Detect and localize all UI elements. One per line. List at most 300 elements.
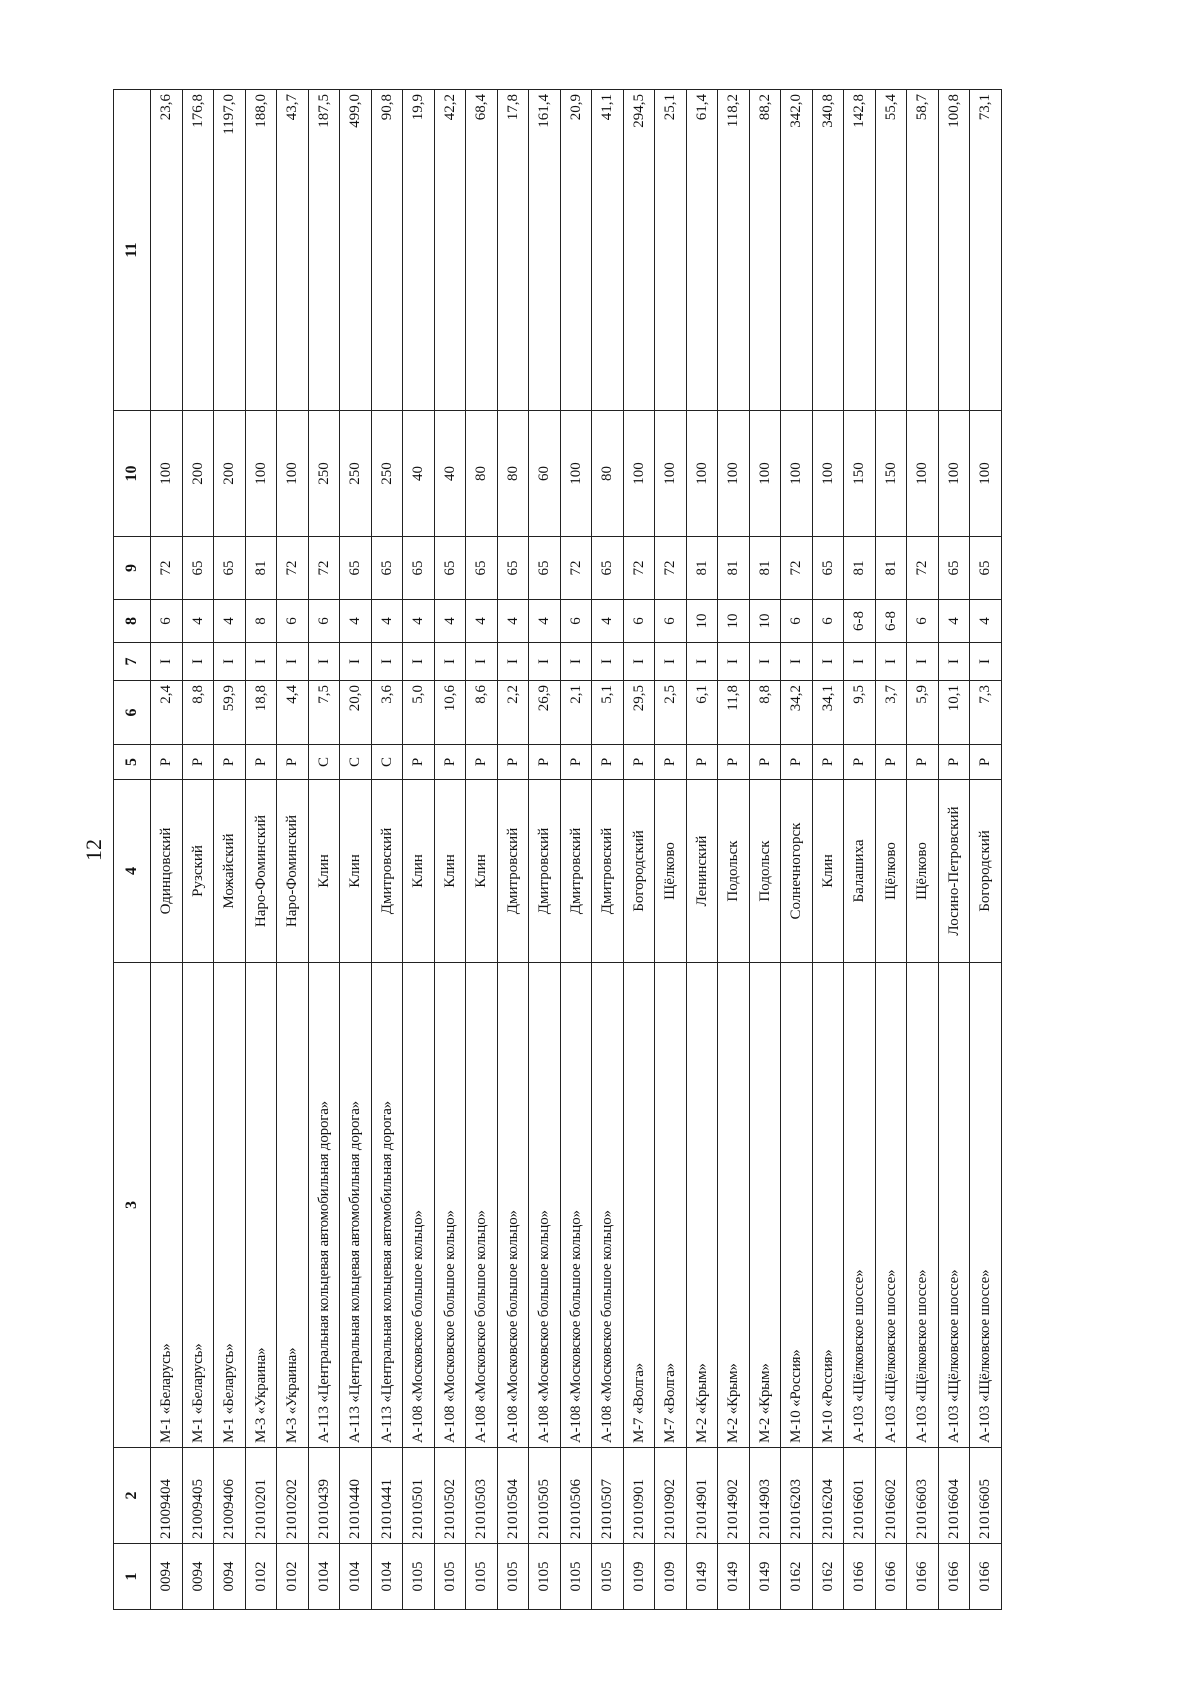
cell-lanes: 6 — [308, 600, 340, 643]
cell-road-name: М-2 «Крым» — [686, 963, 718, 1448]
cell-speed: 100 — [970, 411, 1002, 537]
cell-category: I — [938, 643, 970, 681]
cell-lanes: 6 — [781, 600, 813, 643]
cell-lanes: 4 — [371, 600, 403, 643]
cell-width: 65 — [466, 537, 498, 600]
cell-length: 2,5 — [655, 681, 687, 745]
header-cell-1: 1 — [114, 1544, 151, 1610]
cell-road-name: А-113 «Центральная кольцевая автомобильная дорога» — [371, 963, 403, 1448]
cell-speed: 100 — [151, 411, 183, 537]
cell-length: 4,4 — [277, 681, 309, 745]
table-row — [151, 90, 183, 1610]
cell-length: 59,9 — [214, 681, 246, 745]
cell-district: Щёлково — [907, 780, 939, 963]
cell-length: 7,5 — [308, 681, 340, 745]
cell-value: 294,5 — [623, 90, 655, 411]
cell-type: Р — [718, 745, 750, 780]
cell-district: Дмитровский — [371, 780, 403, 963]
cell-id: 21016604 — [938, 1448, 970, 1544]
cell-width: 65 — [529, 537, 561, 600]
cell-value: 499,0 — [340, 90, 372, 411]
cell-length: 34,2 — [781, 681, 813, 745]
cell-lanes: 4 — [403, 600, 435, 643]
cell-id: 21010901 — [623, 1448, 655, 1544]
header-row — [114, 90, 151, 1610]
cell-length: 2,4 — [151, 681, 183, 745]
cell-code: 0105 — [403, 1544, 435, 1610]
cell-value: 23,6 — [151, 90, 183, 411]
cell-category: I — [875, 643, 907, 681]
cell-value: 187,5 — [308, 90, 340, 411]
table-row — [560, 90, 592, 1610]
cell-width: 72 — [560, 537, 592, 600]
cell-id: 21010202 — [277, 1448, 309, 1544]
cell-lanes: 8 — [245, 600, 277, 643]
cell-id: 21010440 — [340, 1448, 372, 1544]
cell-speed: 100 — [907, 411, 939, 537]
cell-value: 340,8 — [812, 90, 844, 411]
cell-code: 0094 — [182, 1544, 214, 1610]
cell-value: 55,4 — [875, 90, 907, 411]
cell-width: 72 — [277, 537, 309, 600]
cell-road-name: А-108 «Московское большое кольцо» — [529, 963, 561, 1448]
cell-category: I — [340, 643, 372, 681]
cell-type: Р — [403, 745, 435, 780]
cell-length: 29,5 — [623, 681, 655, 745]
table-row — [907, 90, 939, 1610]
cell-width: 72 — [907, 537, 939, 600]
cell-category: I — [718, 643, 750, 681]
cell-value: 88,2 — [749, 90, 781, 411]
cell-speed: 40 — [403, 411, 435, 537]
cell-code: 0104 — [371, 1544, 403, 1610]
cell-value: 58,7 — [907, 90, 939, 411]
cell-width: 81 — [686, 537, 718, 600]
table-row — [749, 90, 781, 1610]
cell-lanes: 6 — [277, 600, 309, 643]
cell-width: 81 — [875, 537, 907, 600]
cell-length: 5,1 — [592, 681, 624, 745]
table-row — [434, 90, 466, 1610]
cell-id: 21016203 — [781, 1448, 813, 1544]
cell-width: 65 — [434, 537, 466, 600]
cell-category: I — [308, 643, 340, 681]
cell-lanes: 4 — [340, 600, 372, 643]
cell-code: 0102 — [277, 1544, 309, 1610]
cell-speed: 250 — [340, 411, 372, 537]
cell-road-name: М-2 «Крым» — [718, 963, 750, 1448]
cell-lanes: 4 — [938, 600, 970, 643]
cell-value: 17,8 — [497, 90, 529, 411]
table-row — [182, 90, 214, 1610]
cell-type: Р — [875, 745, 907, 780]
cell-code: 0166 — [875, 1544, 907, 1610]
cell-road-name: М-1 «Беларусь» — [214, 963, 246, 1448]
cell-value: 42,2 — [434, 90, 466, 411]
cell-length: 2,1 — [560, 681, 592, 745]
cell-speed: 100 — [655, 411, 687, 537]
cell-district: Солнечногорск — [781, 780, 813, 963]
cell-lanes: 6 — [812, 600, 844, 643]
cell-category: I — [466, 643, 498, 681]
cell-lanes: 6 — [560, 600, 592, 643]
cell-type: Р — [560, 745, 592, 780]
cell-length: 6,1 — [686, 681, 718, 745]
cell-value: 118,2 — [718, 90, 750, 411]
table-row — [245, 90, 277, 1610]
cell-length: 3,7 — [875, 681, 907, 745]
cell-value: 73,1 — [970, 90, 1002, 411]
cell-id: 21014902 — [718, 1448, 750, 1544]
cell-id: 21010902 — [655, 1448, 687, 1544]
table-row — [844, 90, 876, 1610]
cell-type: С — [340, 745, 372, 780]
cell-type: Р — [907, 745, 939, 780]
cell-code: 0094 — [214, 1544, 246, 1610]
cell-code: 0105 — [497, 1544, 529, 1610]
cell-district: Рузский — [182, 780, 214, 963]
table-row — [970, 90, 1002, 1610]
cell-road-name: А-108 «Московское большое кольцо» — [592, 963, 624, 1448]
cell-length: 3,6 — [371, 681, 403, 745]
cell-code: 0162 — [812, 1544, 844, 1610]
table-row — [623, 90, 655, 1610]
cell-value: 142,8 — [844, 90, 876, 411]
cell-value: 41,1 — [592, 90, 624, 411]
cell-category: I — [749, 643, 781, 681]
cell-lanes: 6 — [655, 600, 687, 643]
cell-road-name: М-3 «Украина» — [245, 963, 277, 1448]
cell-speed: 200 — [182, 411, 214, 537]
cell-lanes: 4 — [592, 600, 624, 643]
cell-width: 65 — [592, 537, 624, 600]
cell-code: 0109 — [655, 1544, 687, 1610]
cell-district: Щёлково — [655, 780, 687, 963]
cell-category: I — [781, 643, 813, 681]
cell-width: 72 — [655, 537, 687, 600]
cell-district: Одинцовский — [151, 780, 183, 963]
cell-district: Подольск — [718, 780, 750, 963]
cell-width: 65 — [214, 537, 246, 600]
cell-code: 0166 — [938, 1544, 970, 1610]
cell-speed: 100 — [781, 411, 813, 537]
cell-value: 161,4 — [529, 90, 561, 411]
cell-id: 21010501 — [403, 1448, 435, 1544]
cell-lanes: 4 — [970, 600, 1002, 643]
cell-road-name: А-103 «Щёлковское шоссе» — [938, 963, 970, 1448]
cell-value: 188,0 — [245, 90, 277, 411]
table-row — [214, 90, 246, 1610]
cell-lanes: 4 — [497, 600, 529, 643]
cell-district: Дмитровский — [529, 780, 561, 963]
header-cell-11: 11 — [114, 90, 151, 411]
cell-district: Дмитровский — [592, 780, 624, 963]
cell-speed: 100 — [277, 411, 309, 537]
cell-length: 10,1 — [938, 681, 970, 745]
cell-width: 72 — [623, 537, 655, 600]
cell-road-name: А-108 «Московское большое кольцо» — [403, 963, 435, 1448]
cell-lanes: 6-8 — [844, 600, 876, 643]
cell-id: 21016603 — [907, 1448, 939, 1544]
cell-category: I — [371, 643, 403, 681]
cell-width: 72 — [308, 537, 340, 600]
cell-category: I — [434, 643, 466, 681]
table-row — [781, 90, 813, 1610]
cell-type: Р — [781, 745, 813, 780]
cell-district: Клин — [308, 780, 340, 963]
cell-length: 26,9 — [529, 681, 561, 745]
cell-type: Р — [844, 745, 876, 780]
cell-code: 0162 — [781, 1544, 813, 1610]
cell-width: 81 — [844, 537, 876, 600]
cell-category: I — [686, 643, 718, 681]
header-cell-10: 10 — [114, 411, 151, 537]
cell-length: 18,8 — [245, 681, 277, 745]
table-body — [151, 90, 1002, 1610]
cell-type: Р — [151, 745, 183, 780]
cell-road-name: А-113 «Центральная кольцевая автомобильная дорога» — [340, 963, 372, 1448]
cell-id: 21010502 — [434, 1448, 466, 1544]
cell-width: 72 — [151, 537, 183, 600]
cell-category: I — [403, 643, 435, 681]
cell-code: 0105 — [560, 1544, 592, 1610]
cell-id: 21014901 — [686, 1448, 718, 1544]
cell-code: 0105 — [529, 1544, 561, 1610]
cell-road-name: А-103 «Щёлковское шоссе» — [844, 963, 876, 1448]
cell-road-name: А-103 «Щёлковское шоссе» — [970, 963, 1002, 1448]
cell-category: I — [182, 643, 214, 681]
header-cell-7: 7 — [114, 643, 151, 681]
cell-length: 8,6 — [466, 681, 498, 745]
cell-speed: 100 — [686, 411, 718, 537]
cell-value: 342,0 — [781, 90, 813, 411]
cell-type: С — [308, 745, 340, 780]
cell-speed: 100 — [623, 411, 655, 537]
cell-width: 65 — [812, 537, 844, 600]
table-row — [403, 90, 435, 1610]
cell-id: 21014903 — [749, 1448, 781, 1544]
cell-district: Клин — [812, 780, 844, 963]
cell-type: С — [371, 745, 403, 780]
cell-width: 81 — [245, 537, 277, 600]
cell-road-name: М-1 «Беларусь» — [182, 963, 214, 1448]
cell-road-name: М-10 «Россия» — [781, 963, 813, 1448]
cell-length: 5,0 — [403, 681, 435, 745]
cell-code: 0149 — [686, 1544, 718, 1610]
table-row — [277, 90, 309, 1610]
cell-length: 2,2 — [497, 681, 529, 745]
cell-code: 0102 — [245, 1544, 277, 1610]
cell-value: 43,7 — [277, 90, 309, 411]
cell-road-name: А-103 «Щёлковское шоссе» — [875, 963, 907, 1448]
cell-type: Р — [812, 745, 844, 780]
cell-length: 34,1 — [812, 681, 844, 745]
cell-value: 100,8 — [938, 90, 970, 411]
cell-code: 0104 — [308, 1544, 340, 1610]
cell-value: 176,8 — [182, 90, 214, 411]
cell-district: Клин — [403, 780, 435, 963]
cell-speed: 40 — [434, 411, 466, 537]
table-row — [655, 90, 687, 1610]
cell-category: I — [497, 643, 529, 681]
cell-length: 5,9 — [907, 681, 939, 745]
cell-id: 21010503 — [466, 1448, 498, 1544]
cell-speed: 150 — [844, 411, 876, 537]
cell-road-name: А-108 «Московское большое кольцо» — [497, 963, 529, 1448]
cell-speed: 80 — [592, 411, 624, 537]
cell-district: Богородский — [970, 780, 1002, 963]
cell-code: 0104 — [340, 1544, 372, 1610]
cell-road-name: А-108 «Московское большое кольцо» — [560, 963, 592, 1448]
cell-length: 20,0 — [340, 681, 372, 745]
cell-length: 7,3 — [970, 681, 1002, 745]
cell-category: I — [529, 643, 561, 681]
cell-length: 10,6 — [434, 681, 466, 745]
cell-category: I — [907, 643, 939, 681]
cell-speed: 200 — [214, 411, 246, 537]
cell-width: 65 — [403, 537, 435, 600]
cell-type: Р — [245, 745, 277, 780]
cell-lanes: 10 — [749, 600, 781, 643]
cell-type: Р — [970, 745, 1002, 780]
cell-width: 65 — [497, 537, 529, 600]
table-row — [340, 90, 372, 1610]
cell-width: 65 — [340, 537, 372, 600]
cell-category: I — [812, 643, 844, 681]
cell-code: 0094 — [151, 1544, 183, 1610]
cell-type: Р — [182, 745, 214, 780]
cell-speed: 100 — [245, 411, 277, 537]
cell-lanes: 4 — [529, 600, 561, 643]
cell-width: 72 — [781, 537, 813, 600]
cell-speed: 100 — [749, 411, 781, 537]
cell-speed: 250 — [371, 411, 403, 537]
cell-district: Можайский — [214, 780, 246, 963]
cell-width: 81 — [749, 537, 781, 600]
cell-type: Р — [497, 745, 529, 780]
cell-speed: 60 — [529, 411, 561, 537]
cell-type: Р — [623, 745, 655, 780]
cell-road-name: М-3 «Украина» — [277, 963, 309, 1448]
cell-length: 9,5 — [844, 681, 876, 745]
cell-width: 65 — [182, 537, 214, 600]
table-row — [938, 90, 970, 1610]
cell-code: 0166 — [844, 1544, 876, 1610]
cell-id: 21016602 — [875, 1448, 907, 1544]
cell-type: Р — [434, 745, 466, 780]
cell-district: Клин — [434, 780, 466, 963]
cell-district: Щёлково — [875, 780, 907, 963]
cell-district: Клин — [340, 780, 372, 963]
cell-lanes: 6 — [907, 600, 939, 643]
cell-code: 0149 — [718, 1544, 750, 1610]
cell-lanes: 10 — [718, 600, 750, 643]
cell-type: Р — [214, 745, 246, 780]
cell-category: I — [214, 643, 246, 681]
cell-id: 21010201 — [245, 1448, 277, 1544]
cell-lanes: 6-8 — [875, 600, 907, 643]
cell-value: 1197,0 — [214, 90, 246, 411]
cell-value: 90,8 — [371, 90, 403, 411]
table-container — [113, 90, 1002, 1610]
cell-length: 8,8 — [749, 681, 781, 745]
cell-id: 21016204 — [812, 1448, 844, 1544]
cell-speed: 150 — [875, 411, 907, 537]
cell-speed: 80 — [466, 411, 498, 537]
cell-type: Р — [655, 745, 687, 780]
cell-category: I — [560, 643, 592, 681]
cell-id: 21010507 — [592, 1448, 624, 1544]
cell-length: 8,8 — [182, 681, 214, 745]
cell-road-name: М-2 «Крым» — [749, 963, 781, 1448]
cell-lanes: 4 — [466, 600, 498, 643]
table-row — [466, 90, 498, 1610]
table-row — [308, 90, 340, 1610]
header-cell-9: 9 — [114, 537, 151, 600]
cell-district: Дмитровский — [497, 780, 529, 963]
cell-id: 21009405 — [182, 1448, 214, 1544]
header-cell-5: 5 — [114, 745, 151, 780]
cell-road-name: А-113 «Центральная кольцевая автомобильная дорога» — [308, 963, 340, 1448]
cell-type: Р — [749, 745, 781, 780]
cell-id: 21009404 — [151, 1448, 183, 1544]
cell-district: Лосино-Петровский — [938, 780, 970, 963]
cell-id: 21010439 — [308, 1448, 340, 1544]
cell-speed: 100 — [560, 411, 592, 537]
cell-road-name: А-108 «Московское большое кольцо» — [466, 963, 498, 1448]
cell-code: 0166 — [907, 1544, 939, 1610]
header-cell-4: 4 — [114, 780, 151, 963]
cell-id: 21009406 — [214, 1448, 246, 1544]
cell-district: Дмитровский — [560, 780, 592, 963]
cell-lanes: 4 — [214, 600, 246, 643]
cell-type: Р — [466, 745, 498, 780]
table-row — [592, 90, 624, 1610]
cell-code: 0105 — [434, 1544, 466, 1610]
cell-width: 65 — [970, 537, 1002, 600]
cell-category: I — [844, 643, 876, 681]
header-cell-6: 6 — [114, 681, 151, 745]
cell-speed: 100 — [812, 411, 844, 537]
header-cell-3: 3 — [114, 963, 151, 1448]
cell-category: I — [245, 643, 277, 681]
table-row — [686, 90, 718, 1610]
cell-lanes: 4 — [434, 600, 466, 643]
page-number: 12 — [81, 839, 106, 861]
table-row — [812, 90, 844, 1610]
cell-length: 11,8 — [718, 681, 750, 745]
cell-district: Богородский — [623, 780, 655, 963]
cell-id: 21010504 — [497, 1448, 529, 1544]
cell-type: Р — [686, 745, 718, 780]
cell-district: Наро-Фоминский — [245, 780, 277, 963]
table-row — [529, 90, 561, 1610]
cell-road-name: М-7 «Волга» — [623, 963, 655, 1448]
cell-id: 21010505 — [529, 1448, 561, 1544]
cell-category: I — [151, 643, 183, 681]
roads-table — [113, 89, 1002, 1610]
cell-road-name: М-7 «Волга» — [655, 963, 687, 1448]
table-row — [875, 90, 907, 1610]
cell-road-name: А-103 «Щёлковское шоссе» — [907, 963, 939, 1448]
cell-value: 68,4 — [466, 90, 498, 411]
table-row — [371, 90, 403, 1610]
cell-value: 19,9 — [403, 90, 435, 411]
table-row — [718, 90, 750, 1610]
cell-type: Р — [529, 745, 561, 780]
cell-lanes: 6 — [151, 600, 183, 643]
cell-type: Р — [277, 745, 309, 780]
